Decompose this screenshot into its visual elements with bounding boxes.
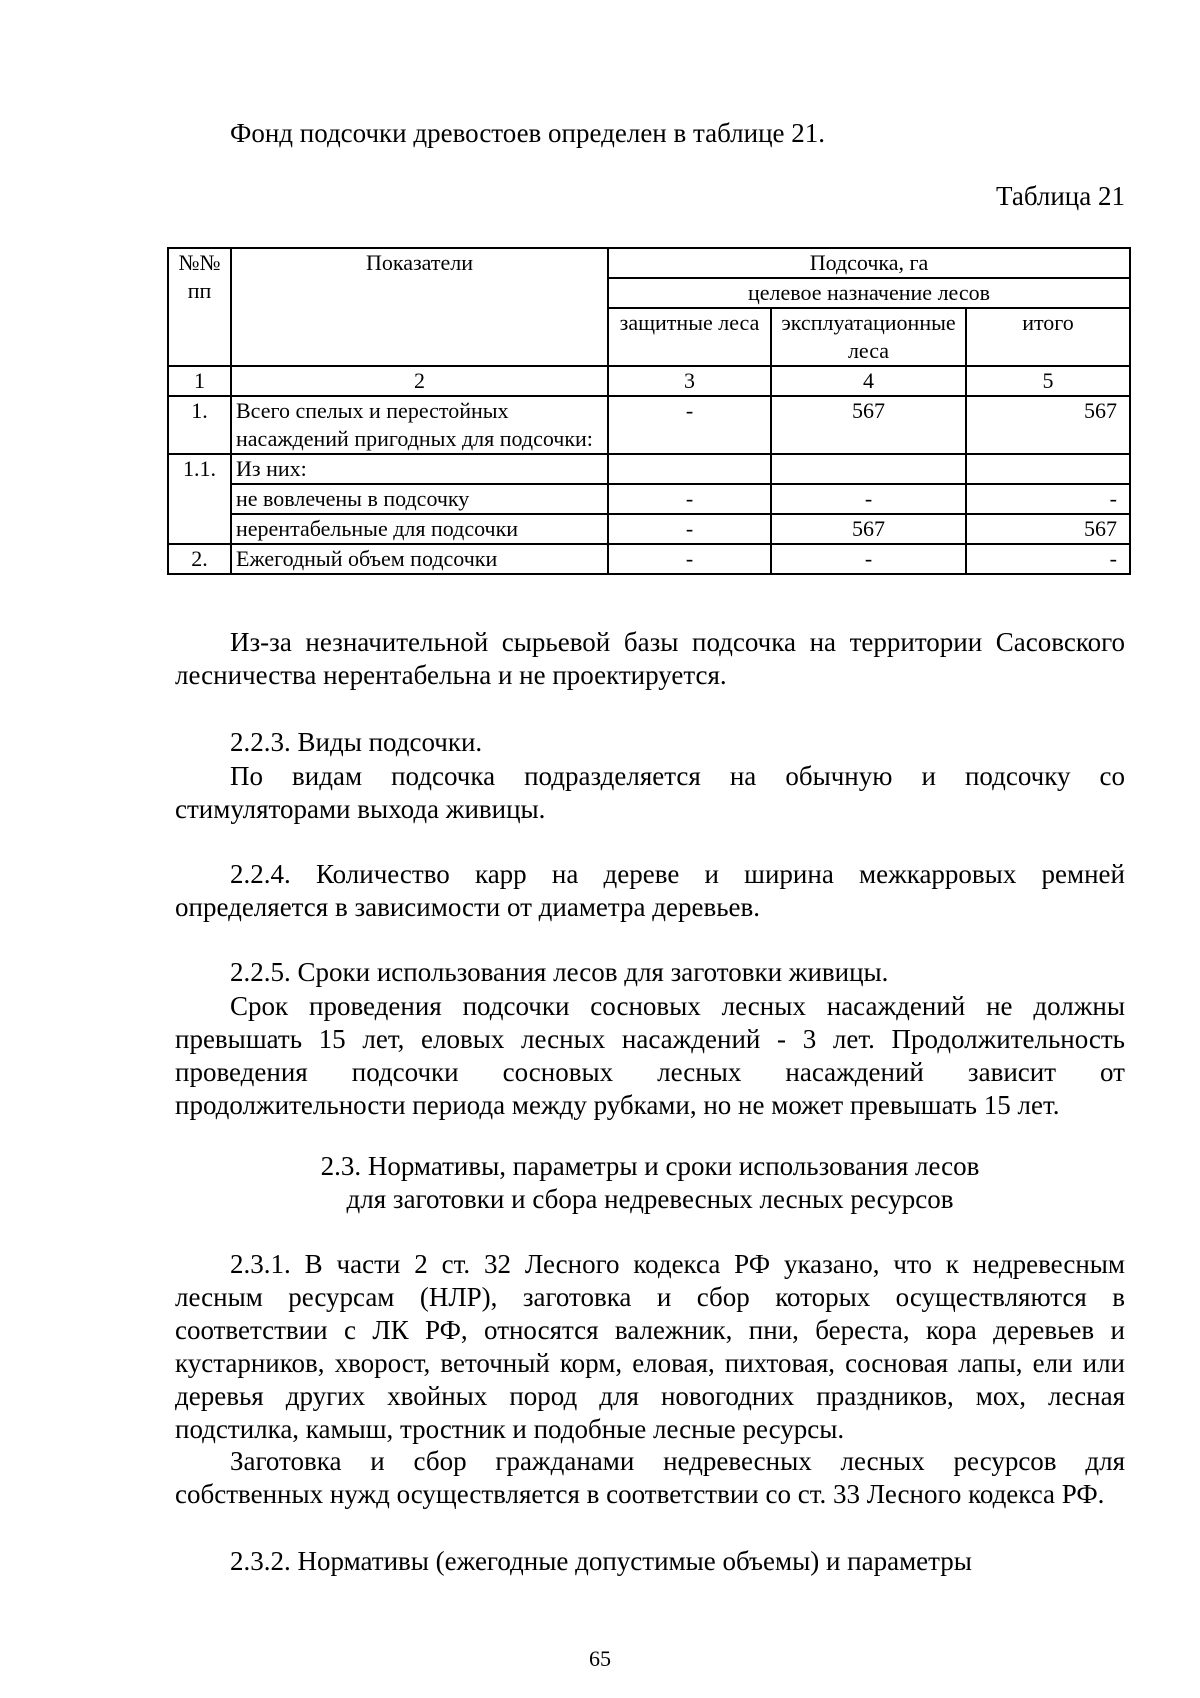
table-cell: нерентабельные для подсочки [231,514,608,544]
table-cell: 567 [966,396,1130,454]
page-number: 65 [589,1646,611,1671]
paragraph-raw-base: Из-за незначительной сырьевой базы подсочка на территории Сасовского лесничества нерентабельна и не проектируется. [175,627,1125,690]
table-cell: не вовлечены в подсочку [231,484,608,514]
paragraph-232: 2.3.2. Нормативы (ежегодные допустимые объемы) и параметры [230,1546,972,1576]
table-cell: - [608,544,771,574]
section-heading-line: 2.3. Нормативы, параметры и сроки использования лесов [320,1151,980,1181]
table-header-row [168,248,1130,278]
header-exploitation: эксплуатационные леса [771,308,966,366]
paragraph-224: 2.2.4. Количество карр на дереве и ширина межкарровых ремней определяется в зависимости от диаметра деревьев. [175,859,1125,922]
table-label: Таблица 21 [996,181,1125,211]
intro-text: Фонд подсочки древостоев определен в таблице 21. [230,118,826,148]
table-row [168,484,1130,514]
table-cell: 1 [168,366,231,396]
table-cell: 567 [771,396,966,454]
paragraph-types: По видам подсочка подразделяется на обычную и подсочку со стимуляторами выхода живицы. [175,761,1125,824]
table-cell: - [771,544,966,574]
table-cell: Ежегодный объем подсочки [231,544,608,574]
header-subgroup: целевое назначение лесов [608,278,1130,308]
paragraph-231: 2.3.1. В части 2 ст. 32 Лесного кодекса РФ указано, что к недревесным лесным ресурсам (НЛР), заготовка и сбор которых осуществляются в соответствии с ЛК РФ, относятся валежник, пни, береста, кора деревьев и кустарников, хворост, веточный корм, еловая, пихтовая, сосновая лапы, ели или деревья других хвойных пород для новогодних праздников, мох, лесная подстилка, камыш, тростник и подобные лесные ресурсы. [175,1249,1125,1444]
table-cell: 1.1. [168,454,231,544]
table-row [168,366,1130,396]
subtapping-table [167,247,1131,575]
table-cell: Всего спелых и перестойных насаждений пригодных для подсочки: [231,396,608,454]
table-cell: - [966,544,1130,574]
header-indicators: Показатели [231,248,608,366]
table-row [168,454,1130,484]
table-cell: 2 [231,366,608,396]
header-protective: защитные леса [608,308,771,366]
table-cell: - [608,396,771,454]
table-cell: - [608,484,771,514]
section-heading-line: для заготовки и сбора недревесных лесных ресурсов [346,1184,954,1214]
header-num: №№ пп [168,248,231,366]
header-group: Подсочка, га [608,248,1130,278]
paragraph-citizens: Заготовка и сбор гражданами недревесных лесных ресурсов для собственных нужд осуществляется в соответствии со ст. 33 Лесного кодекса РФ. [175,1446,1125,1509]
heading-225: 2.2.5. Сроки использования лесов для заготовки живицы. [230,957,889,987]
table-cell [608,454,771,484]
table-cell [771,454,966,484]
table-cell: 1. [168,396,231,454]
table-cell: 4 [771,366,966,396]
table-cell: 567 [966,514,1130,544]
table-cell: 2. [168,544,231,574]
header-total: итого [966,308,1130,366]
table-cell: Из них: [231,454,608,484]
table-row [168,514,1130,544]
table-row [168,396,1130,454]
table-cell: 5 [966,366,1130,396]
table-cell: 567 [771,514,966,544]
table-cell: - [966,484,1130,514]
paragraph-terms: Срок проведения подсочки сосновых лесных насаждений не должны превышать 15 лет, еловых лесных насаждений - 3 лет. Продолжительность проведения подсочки сосновых лесных насаждений зависит от продолжительности периода между рубками, но не может превышать 15 лет. [175,991,1125,1120]
table-row [168,544,1130,574]
table-cell: - [608,514,771,544]
table-cell [966,454,1130,484]
section-heading-23 [175,1150,1125,1216]
heading-223: 2.2.3. Виды подсочки. [230,727,483,757]
table-cell: - [771,484,966,514]
table-cell: 3 [608,366,771,396]
